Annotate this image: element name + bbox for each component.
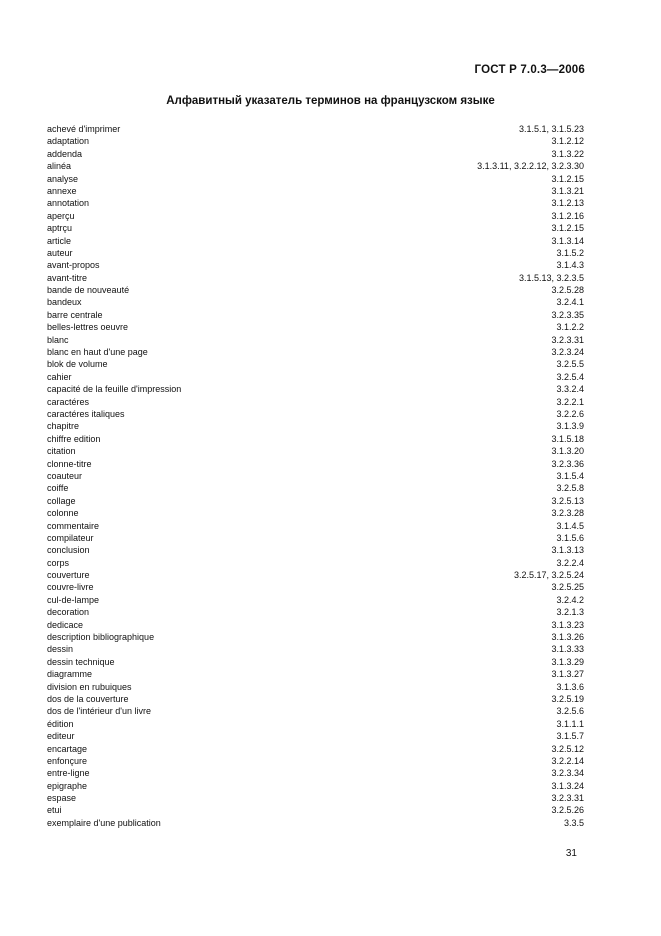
index-term: coiffe [47, 483, 69, 494]
index-term: division en rubuiques [47, 681, 132, 692]
index-term: édition [47, 718, 74, 729]
index-term: epigraphe [47, 780, 88, 791]
index-entry [47, 681, 584, 693]
index-entry [47, 222, 584, 234]
index-entry [47, 210, 584, 222]
index-term: couvre-livre [47, 582, 94, 593]
index-entry [47, 569, 584, 581]
index-term: compilateur [47, 532, 94, 543]
index-entry [47, 371, 584, 383]
index-reference: 3.1.3.6 [556, 681, 584, 692]
index-entry [47, 309, 584, 321]
index-reference: 3.1.1.1 [556, 718, 584, 729]
index-entry [47, 235, 584, 247]
index-entry [47, 581, 584, 593]
index-term: adaptation [47, 136, 90, 147]
index-reference: 3.2.3.31 [551, 334, 584, 345]
index-term: dessin [47, 644, 74, 655]
index-entry [47, 718, 584, 730]
index-reference: 3.2.4.2 [556, 594, 584, 605]
index-term: decoration [47, 607, 90, 618]
index-reference: 3.1.3.26 [551, 632, 584, 643]
index-term: dos de l'intérieur d'un livre [47, 706, 151, 717]
index-term: editeur [47, 731, 75, 742]
index-entry [47, 383, 584, 395]
index-reference: 3.2.2.14 [551, 755, 584, 766]
index-reference: 3.1.3.33 [551, 644, 584, 655]
index-term: conclusion [47, 545, 90, 556]
index-entry [47, 507, 584, 519]
index-reference: 3.1.2.2 [556, 322, 584, 333]
index-term: blok de volume [47, 359, 108, 370]
index-entry [47, 693, 584, 705]
index-reference: 3.2.3.31 [551, 793, 584, 804]
document-code: ГОСТ Р 7.0.3—2006 [474, 64, 585, 76]
index-term: auteur [47, 247, 73, 258]
index-entry [47, 532, 584, 544]
index-term: dos de la couverture [47, 693, 129, 704]
index-term: collage [47, 495, 76, 506]
index-term: aptrçu [47, 223, 73, 234]
index-entry [47, 743, 584, 755]
index-term: etui [47, 805, 62, 816]
index-reference: 3.1.2.16 [551, 210, 584, 221]
index-reference: 3.1.3.9 [556, 421, 584, 432]
index-reference: 3.1.5.18 [551, 433, 584, 444]
index-term: belles-lettres oeuvre [47, 322, 129, 333]
index-entry [47, 247, 584, 259]
index-reference: 3.1.2.15 [551, 223, 584, 234]
index-entry [47, 817, 584, 829]
index-reference: 3.2.5.17, 3.2.5.24 [513, 570, 584, 581]
index-entry [47, 445, 584, 457]
index-entry [47, 197, 584, 209]
index-reference: 3.3.5 [563, 817, 584, 828]
page-number: 31 [565, 848, 577, 859]
index-reference: 3.1.3.20 [551, 446, 584, 457]
index-entry [47, 470, 584, 482]
index-reference: 3.1.3.29 [551, 656, 584, 667]
index-entry [47, 520, 584, 532]
index-term: article [47, 235, 72, 246]
index-entry [47, 135, 584, 147]
index-term: annexe [47, 185, 77, 196]
index-reference: 3.2.3.34 [551, 768, 584, 779]
index-reference: 3.2.5.5 [556, 359, 584, 370]
index-reference: 3.2.3.36 [551, 458, 584, 469]
index-entry [47, 296, 584, 308]
index-reference: 3.2.5.12 [551, 743, 584, 754]
index-entry [47, 557, 584, 569]
index-entry [47, 643, 584, 655]
index-term: achevé d'imprimer [47, 124, 121, 134]
index-entry [47, 594, 584, 606]
page-title: Алфавитный указатель терминов на французском языке [166, 95, 495, 107]
index-entry [47, 272, 584, 284]
index-reference: 3.2.2.6 [556, 408, 584, 419]
index-entry [47, 792, 584, 804]
index-reference: 3.2.4.1 [556, 297, 584, 308]
index-term: entre-ligne [47, 768, 90, 779]
index-reference: 3.1.3.11, 3.2.2.12, 3.2.3.30 [477, 161, 584, 172]
index-entry [47, 358, 584, 370]
index-entry [47, 705, 584, 717]
index-term: couverture [47, 570, 90, 581]
index-entry [47, 173, 584, 185]
index-reference: 3.1.4.5 [556, 520, 584, 531]
index-term: encartage [47, 743, 88, 754]
index-term: cahier [47, 371, 72, 382]
index-reference: 3.1.5.6 [556, 532, 584, 543]
index-term: caractéres [47, 396, 90, 407]
index-reference: 3.1.3.22 [551, 148, 584, 159]
index-term: description bibliographique [47, 632, 155, 643]
index-term: bande de nouveauté [47, 285, 130, 296]
index-term: analyse [47, 173, 79, 184]
index-reference: 3.2.5.6 [556, 706, 584, 717]
index-term: clonne-titre [47, 458, 92, 469]
index-term: coauteur [47, 470, 83, 481]
index-entry [47, 544, 584, 556]
index-term: exemplaire d'une publication [47, 817, 161, 828]
index-term: aperçu [47, 210, 75, 221]
index-entry [47, 767, 584, 779]
index-entry [47, 804, 584, 816]
index-entry [47, 346, 584, 358]
index-reference: 3.1.5.4 [556, 470, 584, 481]
index-term: dessin technique [47, 656, 115, 667]
index-reference: 3.1.3.21 [551, 185, 584, 196]
index-term: corps [47, 557, 70, 568]
index-term: annotation [47, 198, 90, 209]
index-term: citation [47, 446, 76, 457]
index-reference: 3.2.5.26 [551, 805, 584, 816]
index-reference: 3.2.1.3 [556, 607, 584, 618]
index-reference: 3.2.2.4 [556, 557, 584, 568]
index-term: cul-de-lampe [47, 594, 100, 605]
index-reference: 3.2.2.1 [556, 396, 584, 407]
index-term: bandeux [47, 297, 82, 308]
index-reference: 3.1.5.7 [556, 731, 584, 742]
index-reference: 3.1.5.2 [556, 247, 584, 258]
index-entry [47, 755, 584, 767]
index-reference: 3.2.5.13 [551, 495, 584, 506]
index-entry [47, 631, 584, 643]
index-entry [47, 259, 584, 271]
index-term: avant-propos [47, 260, 100, 271]
index-reference: 3.1.3.27 [551, 669, 584, 680]
index-entry [47, 396, 584, 408]
index-entry [47, 656, 584, 668]
index-term: enfonçure [47, 755, 88, 766]
index-term: addenda [47, 148, 83, 159]
index-entry [47, 619, 584, 631]
index-term: blanc [47, 334, 69, 345]
index-reference: 3.1.2.12 [551, 136, 584, 147]
index-entry [47, 458, 584, 470]
index-reference: 3.2.3.28 [551, 508, 584, 519]
index-term: commentaire [47, 520, 100, 531]
index-entry [47, 334, 584, 346]
index-term: capacité de la feuille d'impression [47, 384, 182, 395]
index-entry [47, 185, 584, 197]
index-reference: 3.1.3.13 [551, 545, 584, 556]
index-entry [47, 148, 584, 160]
index-term: avant-titre [47, 272, 88, 283]
index-entry [47, 495, 584, 507]
index-entry [47, 160, 584, 172]
index-term: caractéres italiques [47, 408, 125, 419]
index-term: chapitre [47, 421, 80, 432]
index-reference: 3.1.3.14 [551, 235, 584, 246]
index-entry [47, 284, 584, 296]
index-entry [47, 482, 584, 494]
index-reference: 3.2.3.24 [551, 347, 584, 358]
index-reference: 3.1.2.15 [551, 173, 584, 184]
index-reference: 3.3.2.4 [556, 384, 584, 395]
index-term: chiffre edition [47, 433, 101, 444]
index-reference: 3.1.2.13 [551, 198, 584, 209]
index-term: blanc en haut d'une page [47, 347, 148, 358]
index-reference: 3.2.5.4 [556, 371, 584, 382]
index-entry [47, 668, 584, 680]
index-reference: 3.1.4.3 [556, 260, 584, 271]
index-reference: 3.1.5.13, 3.2.3.5 [518, 272, 584, 283]
index-entry [47, 321, 584, 333]
index-reference: 3.1.3.24 [551, 780, 584, 791]
index-reference: 3.2.5.19 [551, 693, 584, 704]
index-term: colonne [47, 508, 79, 519]
index-reference: 3.2.5.28 [551, 285, 584, 296]
index-term: alinéa [47, 161, 72, 172]
index-entry [47, 606, 584, 618]
index-reference: 3.1.3.23 [551, 619, 584, 630]
index-entry [47, 780, 584, 792]
index-reference: 3.2.3.35 [551, 309, 584, 320]
index-reference: 3.1.5.1, 3.1.5.23 [518, 124, 584, 134]
index-reference: 3.2.5.25 [551, 582, 584, 593]
term-index [47, 123, 584, 829]
index-entry [47, 408, 584, 420]
index-entry [47, 433, 584, 445]
index-term: dedicace [47, 619, 84, 630]
index-reference: 3.2.5.8 [556, 483, 584, 494]
index-term: barre centrale [47, 309, 103, 320]
index-entry [47, 730, 584, 742]
index-entry [47, 420, 584, 432]
index-term: diagramme [47, 669, 93, 680]
index-term: espase [47, 793, 77, 804]
index-entry [47, 123, 584, 135]
